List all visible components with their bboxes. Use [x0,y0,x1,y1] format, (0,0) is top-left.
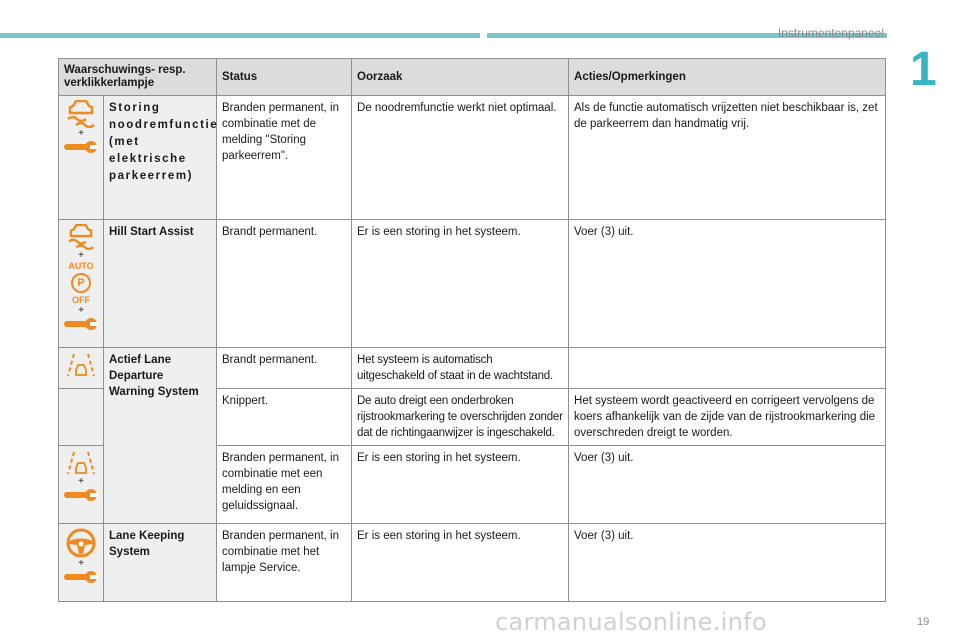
off-label: OFF [72,295,90,305]
lamp-icon-cell [59,446,104,524]
table-row-lane-1 [59,348,886,389]
section-title: Instrumentenpaneel [777,26,884,40]
lane-departure-icon [66,450,96,476]
lamp-name-storing: Storing noodremfunctie (met elektrische parkeerrem) [104,96,217,220]
table-header-row [59,59,886,96]
lamp-icon-cell-empty [59,389,104,446]
action-keeping: Voer (3) uit. [569,524,886,602]
warning-lights-table [58,58,886,602]
lamp-icon-cell [59,524,104,602]
action-lane-3: Voer (3) uit. [569,446,886,524]
action-hill: Voer (3) uit. [569,220,886,348]
page-number: 19 [917,616,930,628]
cause-lane-2: De auto dreigt een onderbroken rijstrookmarkering te overschrijden zonder dat de richtingaanwijzer is ingeschakeld. [352,389,569,446]
cause-storing: De noodremfunctie werkt niet optimaal. [352,96,569,220]
header-actions: Acties/Opmerkingen [569,59,886,96]
plus-sign: + [78,476,84,487]
lamp-name-keeping: Lane Keeping System [104,524,217,602]
cause-lane-1: Het systeem is automatisch uitgeschakeld of staat in de wachtstand. [352,348,569,389]
wrench-icon [64,487,98,503]
lamp-icon-cell [59,96,104,220]
lane-departure-icon [66,352,96,378]
status-lane-3: Branden permanent, in combinatie met een melding en een geluidssignaal. [217,446,352,524]
status-hill: Brandt permanent. [217,220,352,348]
wrench-icon [64,316,98,332]
auto-p-off-icon [64,261,98,305]
plus-sign: + [78,558,84,569]
esc-skid-icon [65,100,97,128]
cause-hill: Er is een storing in het systeem. [352,220,569,348]
wrench-icon [64,139,98,155]
status-lane-2: Knippert. [217,389,352,446]
watermark: carmanualsonline.info [495,608,767,636]
header-lamp: Waarschuwings- resp. verklikkerlampje [59,59,217,96]
auto-label: AUTO [68,261,94,271]
lamp-icon-cell [59,220,104,348]
table-row-storing [59,96,886,220]
lamp-name-hill: Hill Start Assist [104,220,217,348]
status-storing: Branden permanent, in combinatie met de melding "Storing parkeerrem". [217,96,352,220]
plus-sign: + [78,250,84,261]
plus-sign: + [78,128,84,139]
steering-wheel-icon [66,528,96,558]
table-row-hill [59,220,886,348]
lamp-icon-cell [59,348,104,389]
cause-lane-3: Er is een storing in het systeem. [352,446,569,524]
status-keeping: Branden permanent, in combinatie met het lampje Service. [217,524,352,602]
cause-keeping: Er is een storing in het systeem. [352,524,569,602]
wrench-icon [64,569,98,585]
status-lane-1: Brandt permanent. [217,348,352,389]
header-cause: Oorzaak [352,59,569,96]
action-lane-1 [569,348,886,389]
plus-sign: + [78,305,84,316]
action-lane-2: Het systeem wordt geactiveerd en corrigeert vervolgens de koers afhankelijk van de zijde van de rijstrookmarkering die overschreden dreigt te worden. [569,389,886,446]
lamp-name-lane: Actief Lane Departure Warning System [104,348,217,524]
header-status: Status [217,59,352,96]
chapter-number: 1 [910,43,937,96]
esc-skid-icon [66,224,96,250]
header-accent-bar [0,33,480,38]
action-storing: Als de functie automatisch vrijzetten niet beschikbaar is, zet de parkeerrem dan handmatig vrij. [569,96,886,220]
parking-p-icon: P [71,273,91,293]
table-row-keeping [59,524,886,602]
